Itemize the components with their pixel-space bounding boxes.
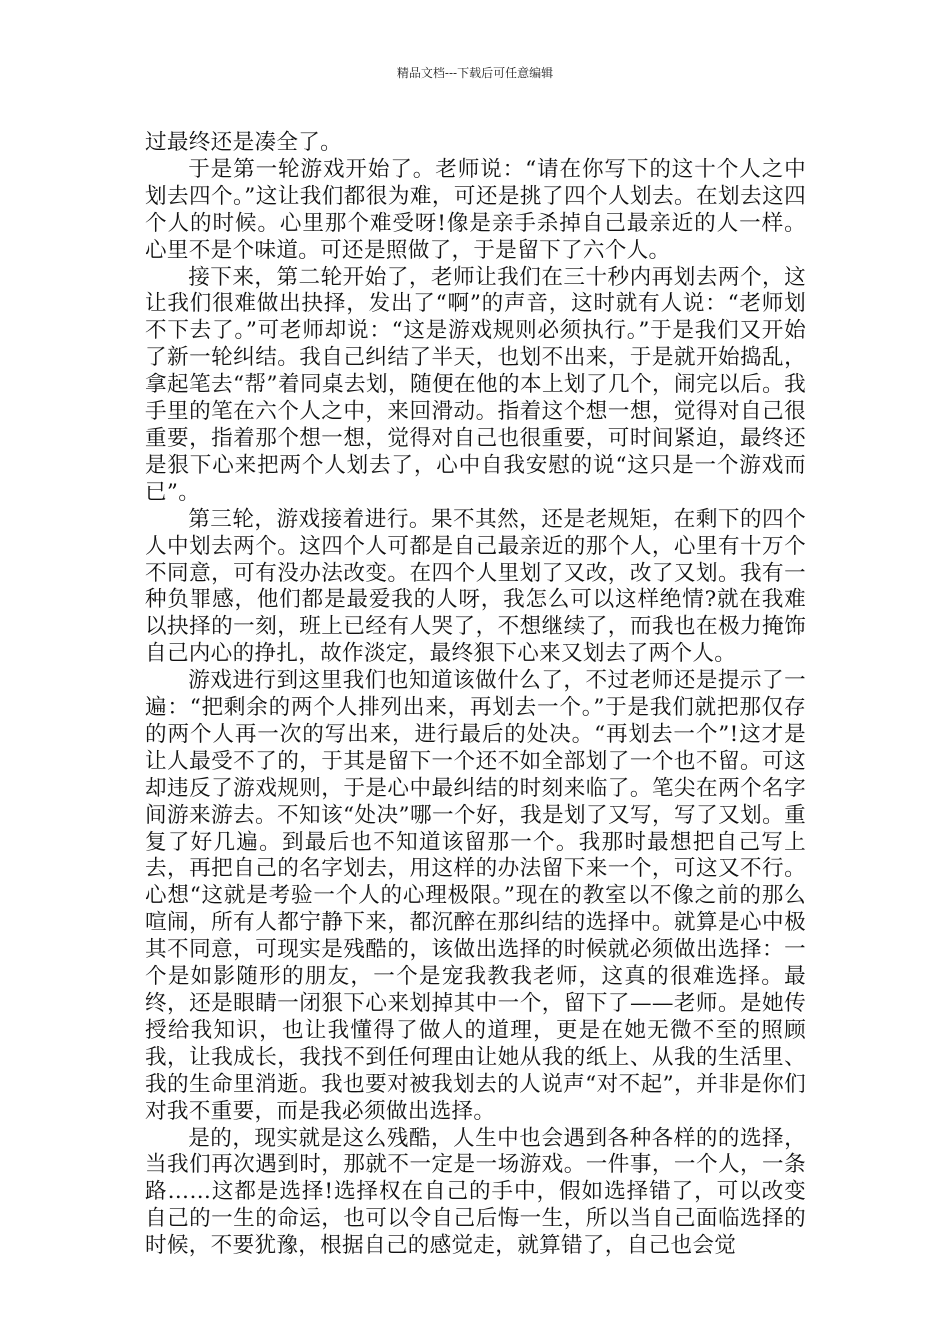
paragraph-reflection: 是的，现实就是这么残酷，人生中也会遇到各种各样的的选择，当我们再次遇到时，那就不一定是一场游戏。一件事，一个人，一条路……这都是选择!选择权在自己的手中，假如选择错了，可以改变自己的一生的命运，也可以令自己后悔一生，所以当自己面临选择的时候，不要犹豫，根据自己的感觉走，就算错了，自己也会觉 bbox=[145, 1125, 806, 1259]
paragraph-final-round: 游戏进行到这里我们也知道该做什么了，不过老师还是提示了一遍：“把剩余的两个人排列出来，再划去一个。”于是我们就把那仅存的两个人再一次的写出来，进行最后的处决。“再划去一个”!这才是让人最受不了的，于其是留下一个还不如全部划了一个也不留。可这却违反了游戏规则，于是心中最纠结的时刻来临了。笔尖在两个名字间游来游去。不知该“处决”哪一个好，我是划了又写，写了又划。重复了好几遍。到最后也不知道该留那一个。我那时最想把自己写上去，再把自己的名字划去，用这样的办法留下来一个，可这又不行。心想“这就是考验一个人的心理极限。”现在的教室以不像之前的那么喧闹，所有人都宁静下来，都沉醉在那纠结的选择中。就算是心中极其不同意，可现实是残酷的，该做出选择的时候就必须做出选择：一个是如影随形的朋友，一个是宠我教我老师，这真的很难选择。最终，还是眼睛一闭狠下心来划掉其中一个，留下了——老师。是她传授给我知识，也让我懂得了做人的道理，更是在她无微不至的照顾我，让我成长，我找不到任何理由让她从我的纸上、从我的生活里、我的生命里消逝。我也要对被我划去的人说声“对不起”，并非是你们对我不重要，而是我必须做出选择。 bbox=[145, 668, 806, 1124]
paragraph-continuation: 过最终还是凑全了。 bbox=[145, 130, 343, 155]
paragraph-round-two: 接下来，第二轮开始了，老师让我们在三十秒内再划去两个，这让我们很难做出抉择，发出了“啊”的声音，这时就有人说：“老师划不下去了。”可老师却说：“这是游戏规则必须执行。”于是我们又开始了新一轮纠结。我自己纠结了半天，也划不出来，于是就开始捣乱，拿起笔去“帮”着同桌去划，随便在他的本上划了几个，闹完以后。我手里的笔在六个人之中，来回滑动。指着这个想一想，觉得对自己很重要，指着那个想一想，觉得对自己也很重要，可时间紧迫，最终还是狠下心来把两个人划去了，心中自我安慰的说“这只是一个游戏而已”。 bbox=[145, 264, 806, 505]
paragraph-round-one: 于是第一轮游戏开始了。老师说：“请在你写下的这十个人之中划去四个。”这让我们都很为难，可还是挑了四个人划去。在划去这四个人的时候。心里那个难受呀!像是亲手杀掉自己最亲近的人一样。心里不是个味道。可还是照做了，于是留下了六个人。 bbox=[145, 156, 806, 263]
page-header: 精品文档---下载后可任意编辑 bbox=[396, 66, 554, 80]
document-body bbox=[145, 130, 806, 1260]
paragraph-round-three: 第三轮，游戏接着进行。果不其然，还是老规矩，在剩下的四个人中划去两个。这四个人可都是自己最亲近的那个人，心里有十万个不同意，可有没办法改变。在四个人里划了又改，改了又划。我有一种负罪感，他们都是最爱我的人呀，我怎么可以这样绝情?就在我难以抉择的一刻，班上已经有人哭了，不想继续了，而我也在极力掩饰自己内心的挣扎，故作淡定，最终狠下心来又划去了两个人。 bbox=[145, 506, 806, 667]
